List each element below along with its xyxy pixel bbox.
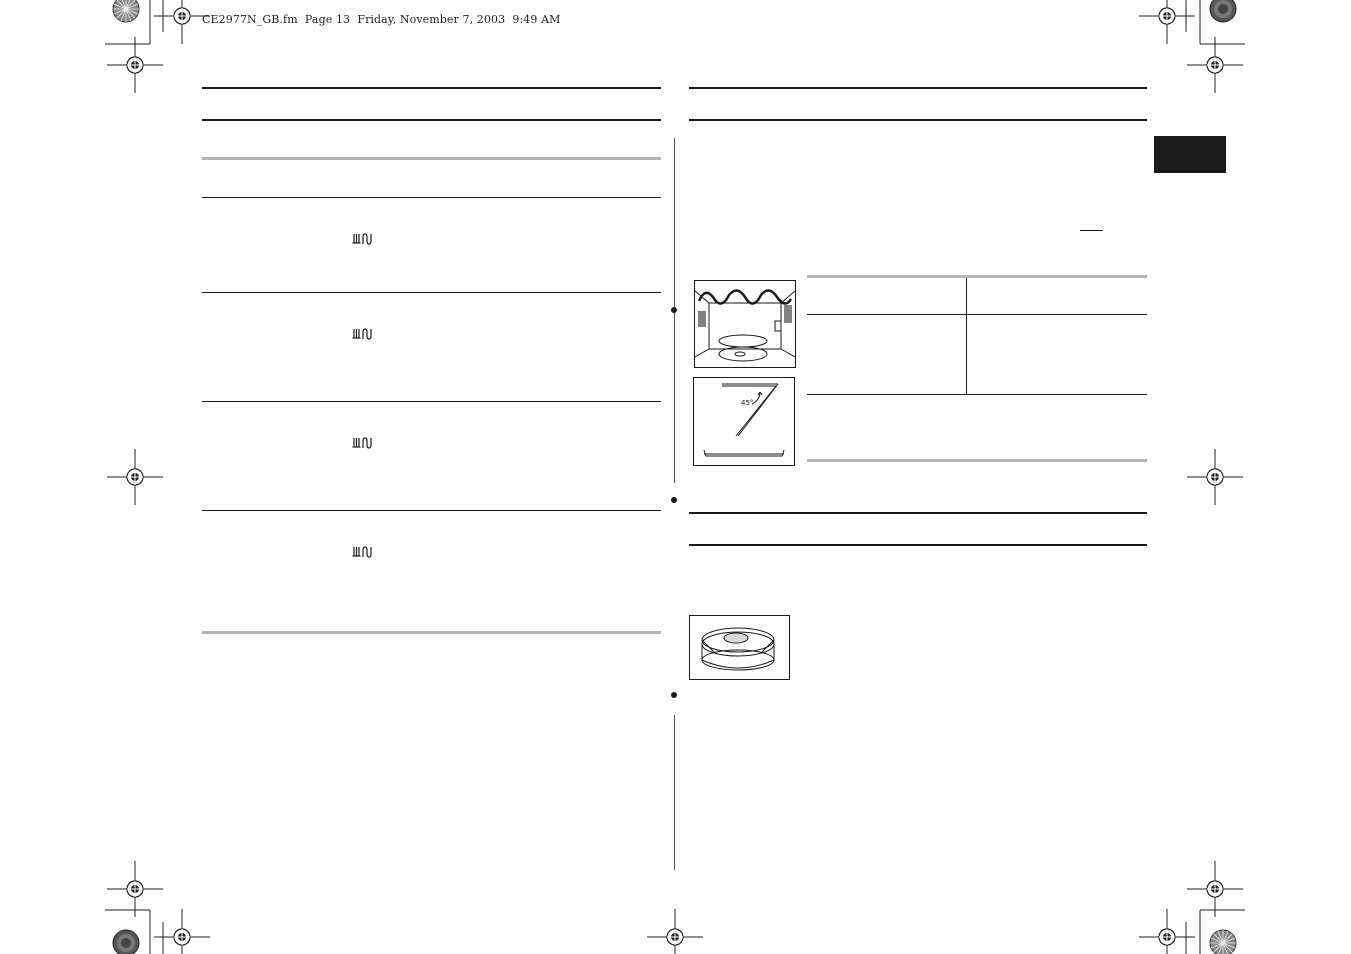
center-divider-lower <box>674 715 675 870</box>
right-table-bottom-rule <box>807 459 1147 462</box>
left-top-rule <box>202 87 661 89</box>
steam-grill-icon <box>351 327 375 341</box>
left-row-divider-1 <box>202 292 661 293</box>
left-table-bottom-rule <box>202 631 661 634</box>
left-table-top-rule <box>202 157 661 160</box>
right-table-row-rule <box>807 394 1147 395</box>
right-title-rule <box>689 119 1147 121</box>
language-tab-block <box>1154 136 1226 173</box>
right-table-column-divider <box>966 278 967 394</box>
angle-label: 45° <box>741 399 754 407</box>
right-top-rule <box>689 87 1147 89</box>
oven-interior-figure <box>694 280 796 368</box>
bullet-dot-icon <box>671 307 677 313</box>
grill-angle-figure <box>693 377 795 466</box>
right-section2-title-rule <box>689 544 1147 546</box>
bullet-dot-icon <box>671 692 677 698</box>
bullet-dot-icon <box>671 497 677 503</box>
file-info-header: CE2977N_GB.fm Page 13 Friday, November 7, 2003 9:49 AM <box>202 13 561 26</box>
left-title-rule <box>202 119 661 121</box>
steam-grill-icon <box>351 545 375 559</box>
turntable-figure <box>689 615 790 680</box>
steam-grill-icon <box>351 436 375 450</box>
right-section2-top-rule <box>689 512 1147 514</box>
left-table-header-rule <box>202 197 661 198</box>
left-row-divider-3 <box>202 510 661 511</box>
steam-grill-icon <box>351 232 375 246</box>
underline-mark <box>1080 230 1103 231</box>
left-row-divider-2 <box>202 401 661 402</box>
right-table-top-rule <box>807 275 1147 278</box>
right-table-header-rule <box>807 314 1147 315</box>
